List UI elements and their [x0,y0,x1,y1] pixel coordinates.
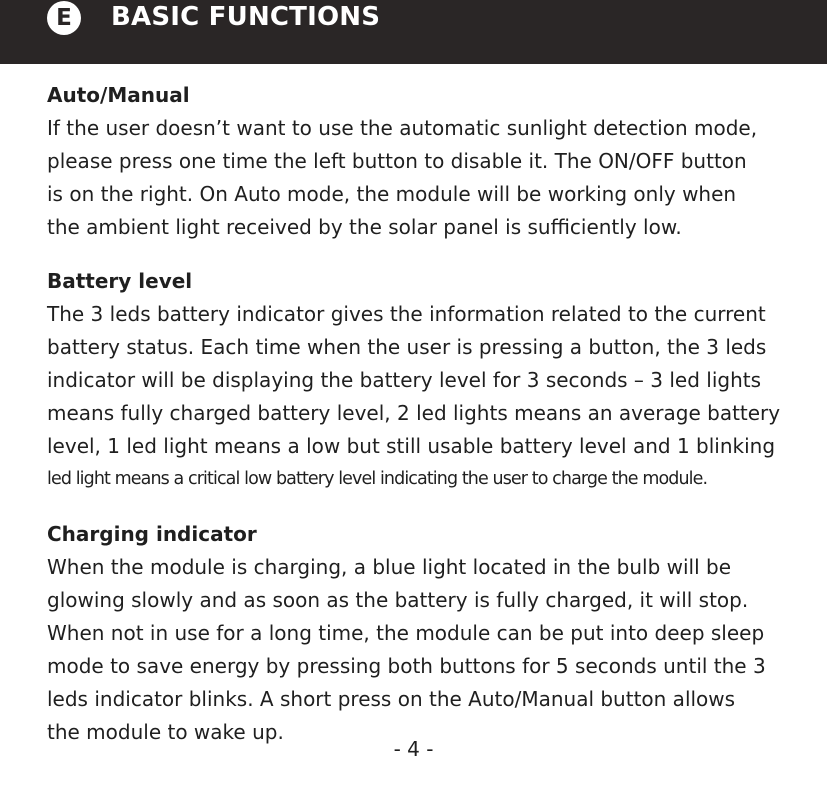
auto-manual-text-line: is on the right. On Auto mode, the module will be working only when [47,182,737,206]
auto-manual-text-line: please press one time the left button to disable it. The ON/OFF button [47,149,747,173]
auto-manual-heading: Auto/Manual [47,83,190,107]
charging-indicator-text-line: mode to save energy by pressing both buttons for 5 seconds until the 3 [47,654,766,678]
battery-level-text-line: means fully charged battery level, 2 led lights means an average battery [47,401,781,425]
auto-manual-text-line: the ambient light received by the solar panel is sufficiently low. [47,215,682,239]
page-number: - 4 - [393,737,434,761]
battery-level-heading: Battery level [47,269,193,293]
charging-indicator-text-line: glowing slowly and as soon as the battery is fully charged, it will stop. [47,588,749,612]
charging-indicator-text-line: When not in use for a long time, the module can be put into deep sleep [47,621,765,645]
charging-indicator-text-line: leds indicator blinks. A short press on the Auto/Manual button allows [47,687,736,711]
charging-indicator-heading: Charging indicator [47,522,257,546]
battery-level-text-line: battery status. Each time when the user is pressing a button, the 3 leds [47,335,767,359]
battery-level-text-line: level, 1 led light means a low but still usable battery level and 1 blinking [47,434,776,458]
charging-indicator-text-line: When the module is charging, a blue light located in the bulb will be [47,555,732,579]
battery-level-section [47,265,792,496]
section-header-title: BASIC FUNCTIONS [111,2,381,32]
charging-indicator-section [47,518,792,749]
battery-level-text-line: indicator will be displaying the battery level for 3 seconds – 3 led lights [47,368,762,392]
battery-level-text-line: led light means a critical low battery level indicating the user to charge the module. [47,469,708,489]
battery-level-text-line: The 3 leds battery indicator gives the information related to the current [47,302,766,326]
section-header-bar [0,0,827,64]
auto-manual-section [47,79,792,244]
charging-indicator-text-line: the module to wake up. [47,720,284,744]
section-letter-badge: E [47,1,81,35]
auto-manual-text-line: If the user doesn’t want to use the automatic sunlight detection mode, [47,116,758,140]
